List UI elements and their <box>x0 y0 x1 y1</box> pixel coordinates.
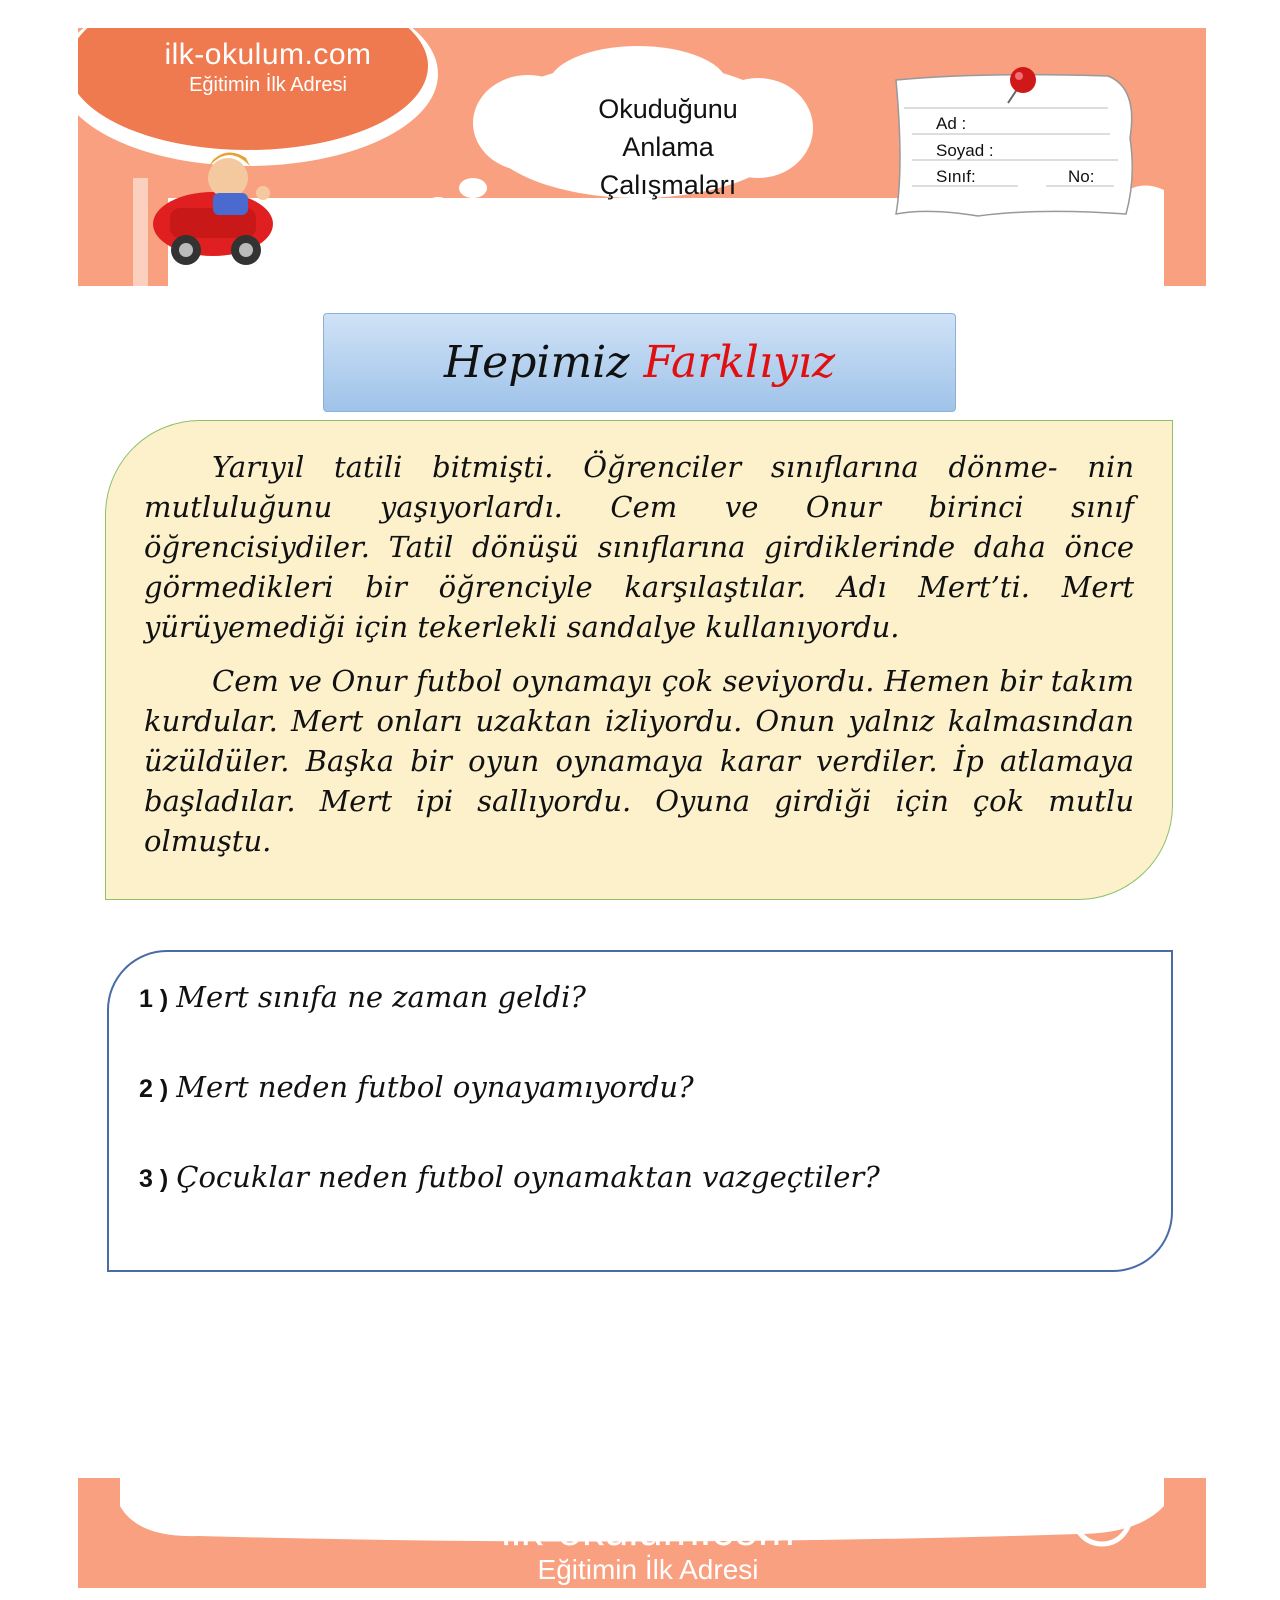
story-title-part1: Hepimiz <box>443 337 630 388</box>
name-card-graphic <box>896 75 1132 216</box>
surname-label: Soyad : <box>936 141 994 160</box>
site-name: ilk-okulum.com <box>164 38 372 71</box>
question-number: 3 ) <box>139 1165 169 1193</box>
footer-site-name: ilk-okulum.com <box>501 1506 795 1555</box>
story-title-banner <box>323 313 956 412</box>
name-label: Ad : <box>936 114 967 133</box>
reading-passage <box>105 420 1173 900</box>
questions-box <box>107 950 1173 1272</box>
question-item <box>139 1160 880 1195</box>
class-label: Sınıf: <box>936 167 976 186</box>
question-text: Mert neden futbol oynayamıyordu? <box>176 1070 694 1104</box>
question-text: Çocuklar neden futbol oynamaktan vazgeçtiler? <box>176 1160 880 1194</box>
question-number: 1 ) <box>139 985 169 1013</box>
footer-site-tagline: Eğitimin İlk Adresi <box>537 1554 759 1585</box>
question-item <box>139 1070 694 1105</box>
question-text: Mert sınıfa ne zaman geldi? <box>176 980 586 1014</box>
passage-paragraph: Cem ve Onur futbol oynamayı çok seviyordu. Hemen bir takım kurdular. Mert onları uzaktan izliyordu. Onun yalnız kalmasından üzüldüler. Başka bir oyun oynamaya karar verdiler. İp atlamaya başladılar. Mert ipi sallıyordu. Oyuna girdiği için çok mutlu olmuştu. <box>144 664 1134 858</box>
question-number: 2 ) <box>139 1075 169 1103</box>
question-item <box>139 980 586 1015</box>
page-footer <box>78 1478 1206 1588</box>
worksheet-title-line2: Çalışmaları <box>599 170 737 200</box>
number-label: No: <box>1068 167 1095 186</box>
passage-paragraph: Yarıyıl tatili bitmişti. Öğrenciler sınıflarına dönme- nin mutluluğunu yaşıyorlardı. Cem ve Onur birinci sınıf öğrencisiydiler. Tatil dönüşü sınıflarına girdiklerinde daha önce görmedikleri bir öğrenciyle karşılaştılar. Adı Mert’ti. Mert yürüyemediği için tekerlekli sandalye kullanıyordu. <box>144 450 1134 644</box>
story-title <box>444 337 835 388</box>
site-tagline: Eğitimin İlk Adresi <box>189 74 347 96</box>
worksheet-title <box>568 90 768 204</box>
worksheet-title-line1: Okuduğunu Anlama <box>598 94 738 162</box>
story-title-part2: Farklıyız <box>643 337 836 388</box>
page-header <box>78 28 1206 292</box>
